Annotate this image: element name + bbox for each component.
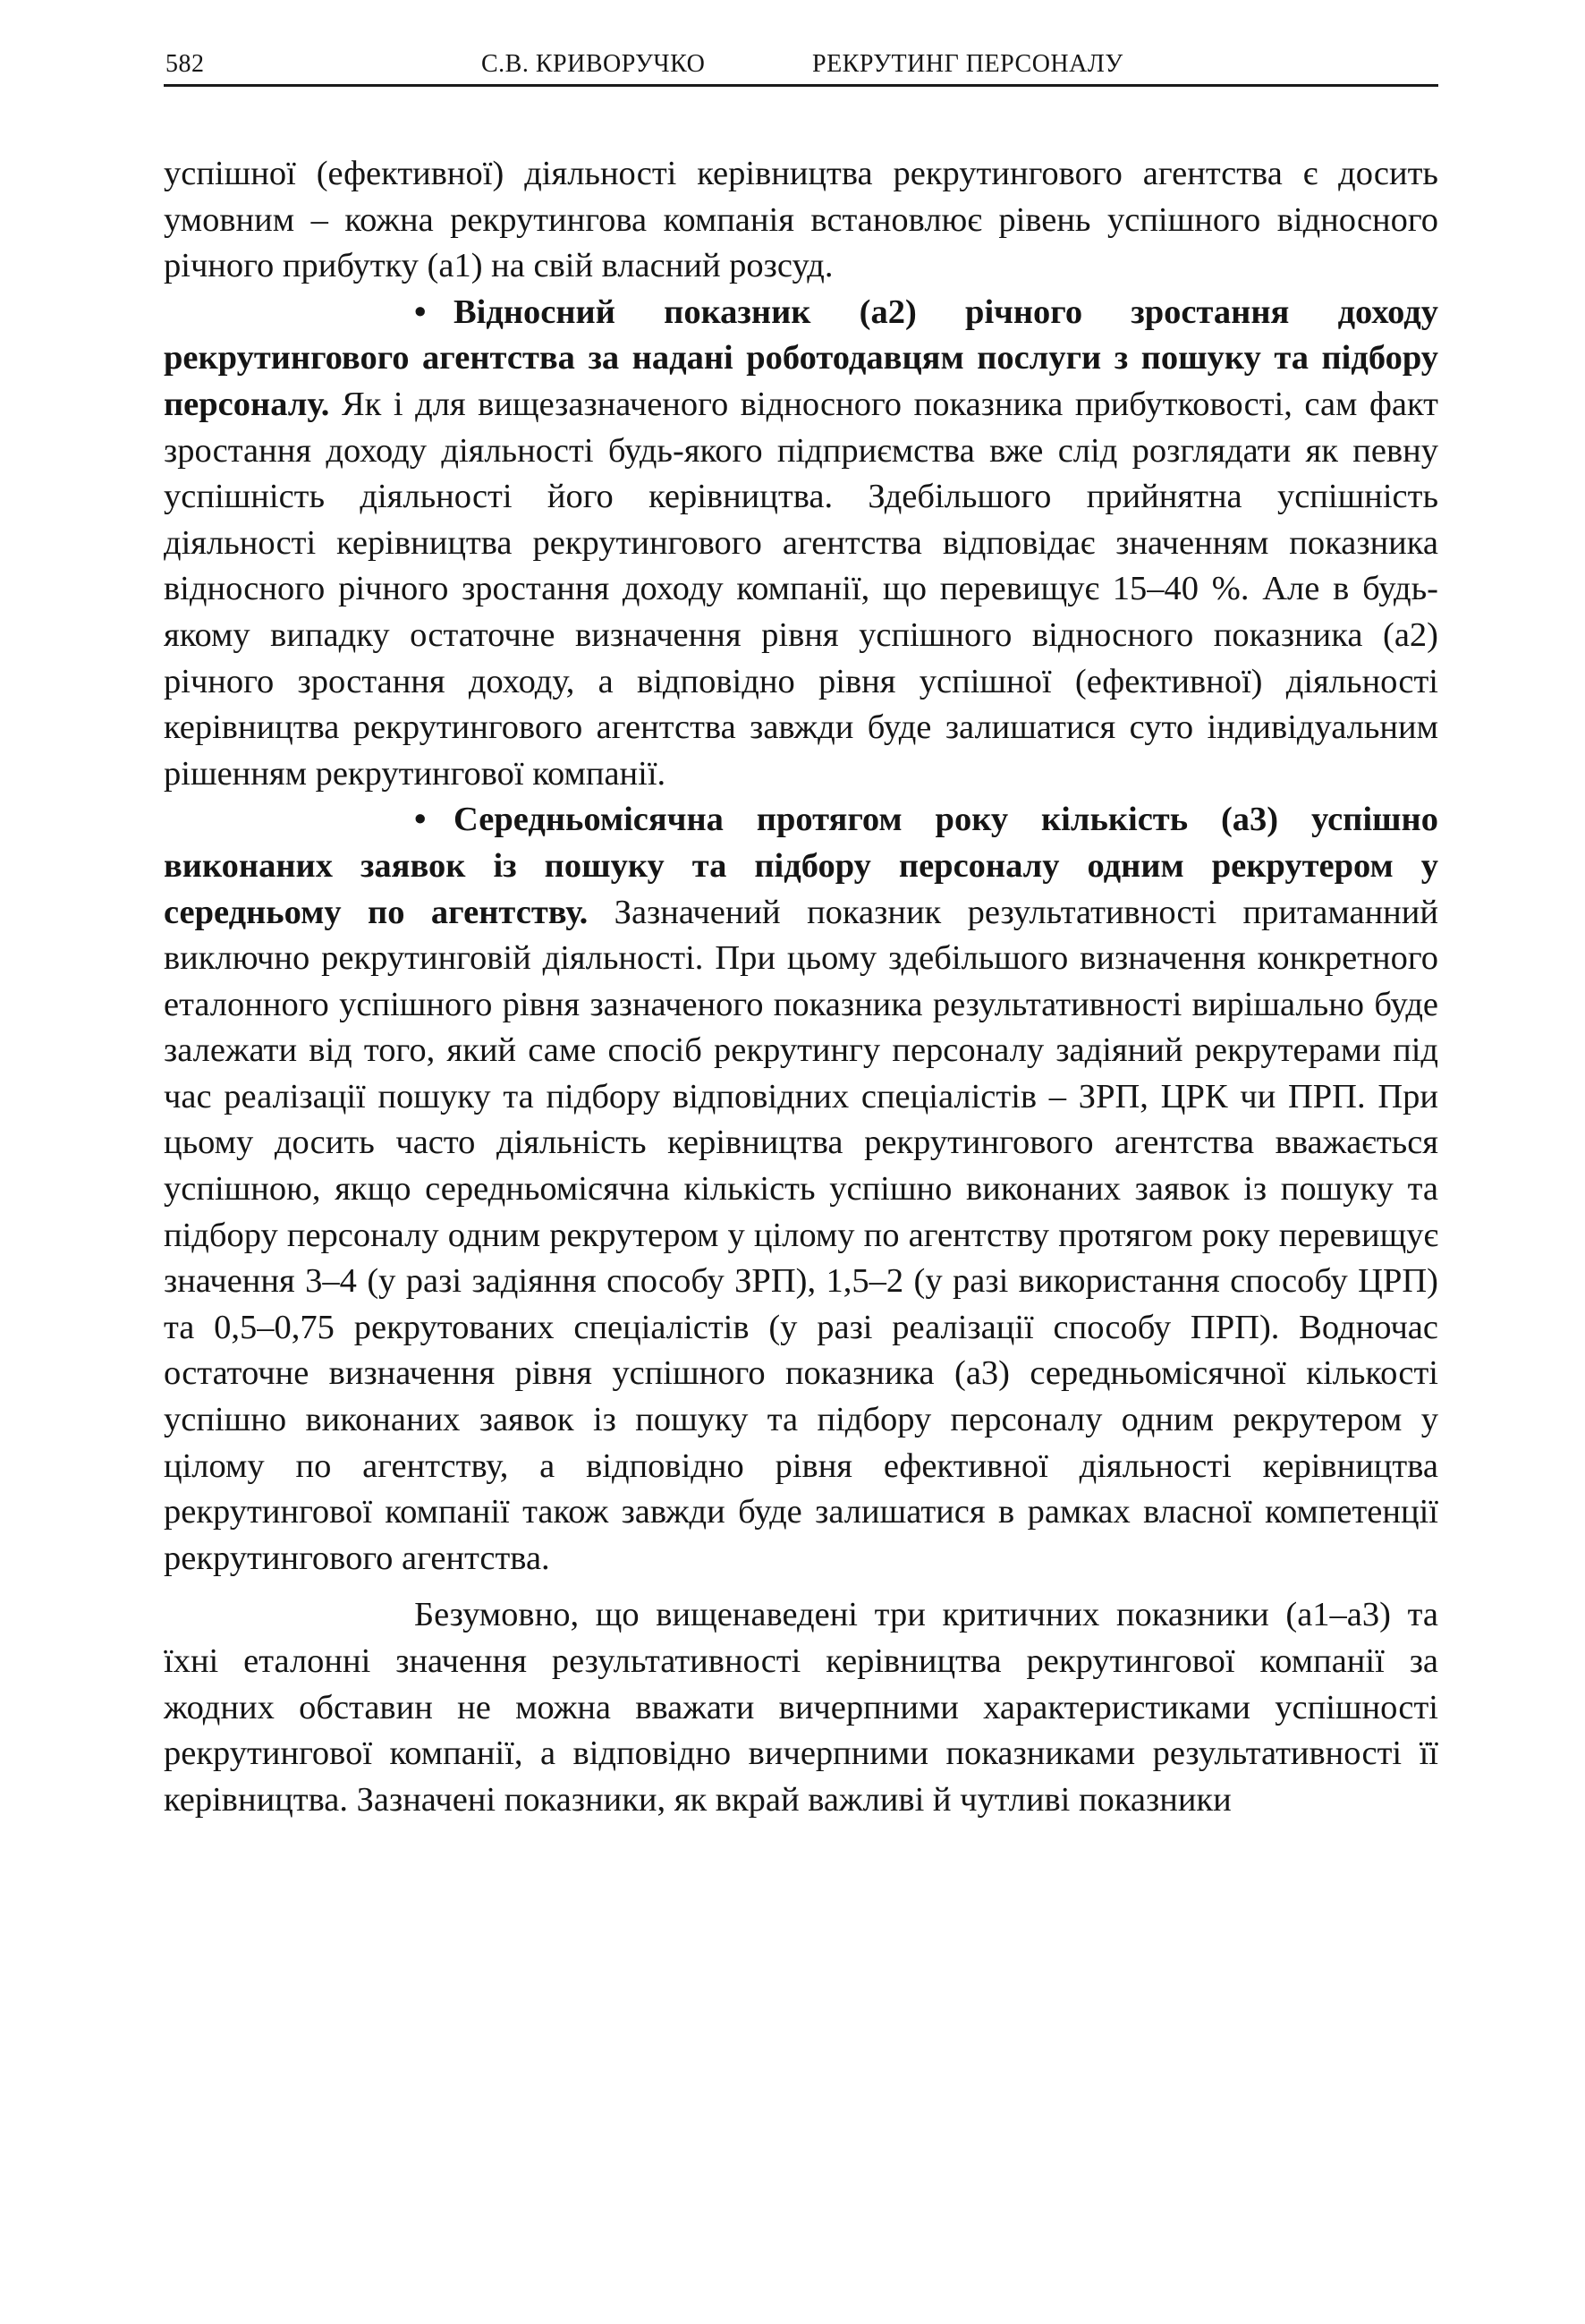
paragraph-3-lead: Середньомісячна протягом року кількість (а3) успішно виконаних заявок із пошуку та підбору персоналу одним рекрутером у середньому по агентству. bbox=[164, 801, 1438, 931]
header-author: С.В. КРИВОРУЧКО bbox=[481, 50, 706, 78]
paragraph-2 bbox=[164, 290, 1438, 798]
paragraph-2-lead: Відносний показник (а2) річного зростання доходу рекрутингового агентства за надані роботодавцям послуги з пошуку та підбору персоналу. bbox=[164, 293, 1438, 423]
paragraph-3 bbox=[164, 797, 1438, 1582]
paragraph-3-text: Зазначений показник результативності притаманний виключно рекрутинговій діяльності. При цьому здебільшого визначення конкретного еталонного успішного рівня зазначеного показника результативності вирішально буде залежати від того, який саме спосіб рекрутингу персоналу задіяний рекрутерами під час реалізації пошуку та підбору відповідних спеціалістів – ЗРП, ЦРК чи ПРП. При цьому досить часто діяльність керівництва рекрутингового агентства вважається успішною, якщо середньомісячна кількість успішно виконаних заявок із пошуку та підбору персоналу одним рекрутером у цілому по агентству протягом року перевищує значення 3–4 (у разі задіяння способу ЗРП), 1,5–2 (у разі використання способу ЦРП) та 0,5–0,75 рекрутованих спеціалістів (у разі реалізації способу ПРП). Водночас остаточне визначення рівня успішного показника (а3) середньомісячної кількості успішно виконаних заявок із пошуку та підбору персоналу одним рекрутером у цілому по агентству, а відповідно рівня ефективної діяльності керівництва рекрутингової компанії також завжди буде залишатися в рамках власної компетенції рекрутингового агентства. bbox=[164, 893, 1438, 1577]
header-title: РЕКРУТИНГ ПЕРСОНАЛУ bbox=[812, 50, 1123, 78]
paragraph-1: успішної (ефективної) діяльності керівництва рекрутингового агентства є досить умовним – кожна рекрутингова компанія встановлює рівень успішного відносного річного прибутку (а1) на свій власний розсуд. bbox=[164, 155, 1438, 285]
bullet-icon: • bbox=[414, 801, 427, 839]
page-number: 582 bbox=[165, 50, 205, 78]
page bbox=[164, 45, 1438, 1823]
running-header bbox=[164, 45, 1438, 87]
body-text bbox=[164, 151, 1438, 1823]
paragraph-2-text: Як і для вищезазначеного відносного показника прибутковості, сам факт зростання доходу діяльності будь-якого підприємства вже слід розглядати як певну успішність діяльності його керівництва. Здебільшого прийнятна успішність діяльності керівництва рекрутингового агентства відповідає значенням показника відносного річного зростання доходу компанії, що перевищує 15–40 %. Але в будь-якому випадку остаточне визначення рівня успішного відносного показника (а2) річного зростання доходу, а відповідно рівня успішної (ефективної) діяльності керівництва рекрутингового агентства завжди буде залишатися суто індивідуальним рішенням рекрутингової компанії. bbox=[164, 385, 1438, 793]
bullet-icon: • bbox=[414, 293, 427, 331]
paragraph-4: Безумовно, що вищенаведені три критичних показники (а1–а3) та їхні еталонні значення результативності керівництва рекрутингової компанії за жодних обставин не можна вважати вичерпними характеристиками успішності рекрутингової компанії, а відповідно вичерпними показниками результативності її керівництва. Зазначені показники, як вкрай важливі й чутливі показники bbox=[164, 1596, 1438, 1819]
